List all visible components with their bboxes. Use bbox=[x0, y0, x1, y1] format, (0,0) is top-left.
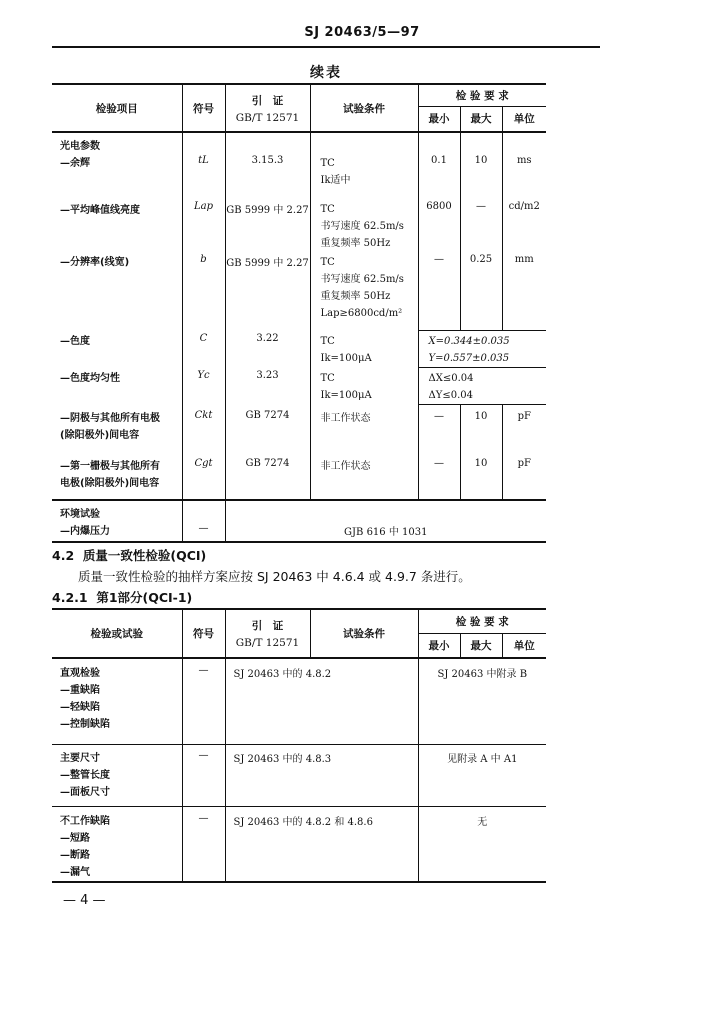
row-cathode-capacitance-item bbox=[52, 404, 182, 452]
header-max: 最大 bbox=[460, 633, 502, 658]
symbol: — bbox=[182, 500, 225, 542]
section-number: 4.2 bbox=[52, 548, 75, 563]
conditions bbox=[310, 452, 418, 500]
item-label: —第一栅极与其他所有 bbox=[60, 461, 160, 472]
header-unit: 单位 bbox=[502, 633, 546, 658]
header-item: 检验项目 bbox=[52, 84, 182, 132]
header-reference bbox=[225, 609, 310, 658]
conditions bbox=[310, 330, 418, 367]
reference: 3.23 bbox=[225, 367, 310, 404]
symbol: — bbox=[182, 744, 225, 806]
reference: SJ 20463 中的 4.8.2 bbox=[225, 658, 418, 744]
item-label: (除阳极外)间电容 bbox=[60, 430, 140, 441]
table-qci-1 bbox=[52, 608, 546, 883]
unit-value: cd/m2 bbox=[502, 201, 546, 254]
group-label: 光电参数 bbox=[60, 141, 100, 152]
section-4-2-heading bbox=[52, 546, 206, 564]
item-label: —色度 bbox=[60, 336, 90, 347]
cond-line: Ik适中 bbox=[320, 175, 351, 186]
item-label: —面板尺寸 bbox=[60, 786, 110, 798]
table-continued-title: 续表 bbox=[310, 65, 342, 81]
min-value: — bbox=[418, 404, 460, 452]
header-reference-top: 引 证 bbox=[251, 620, 284, 632]
reference: GB 5999 中 2.27 bbox=[225, 254, 310, 330]
cond-line: 书写速度 62.5m/s bbox=[320, 274, 404, 285]
requirement: SJ 20463 中附录 B bbox=[418, 658, 546, 744]
conditions bbox=[310, 201, 418, 254]
req-line: Y=0.557±0.035 bbox=[428, 352, 510, 364]
max-value: 10 bbox=[460, 132, 502, 201]
item-label: 不工作缺陷 bbox=[60, 815, 110, 827]
reference: GB 7274 bbox=[225, 452, 310, 500]
merged-reference: GJB 616 中 1031 bbox=[225, 500, 546, 542]
header-reference-bottom: GB/T 12571 bbox=[235, 637, 300, 649]
item-label: —短路 bbox=[60, 832, 90, 844]
reference: GB 7274 bbox=[225, 404, 310, 452]
req-line: ΔY≤0.04 bbox=[428, 389, 473, 401]
symbol: Cgt bbox=[182, 452, 225, 500]
header-rule bbox=[52, 46, 600, 48]
max-value: 0.25 bbox=[460, 254, 502, 330]
header-max: 最大 bbox=[460, 106, 502, 132]
item-label: —阴极与其他所有电极 bbox=[60, 413, 160, 424]
header-conditions: 试验条件 bbox=[310, 84, 418, 132]
reference: SJ 20463 中的 4.8.3 bbox=[225, 744, 418, 806]
row-environmental-item bbox=[52, 500, 182, 542]
req-line: X=0.344±0.035 bbox=[428, 335, 510, 347]
cond-line: 书写速度 62.5m/s bbox=[320, 221, 404, 232]
symbol: Ckt bbox=[182, 404, 225, 452]
cond-line: TC bbox=[320, 336, 335, 347]
symbol: Yc bbox=[182, 367, 225, 404]
symbol: — bbox=[182, 806, 225, 882]
requirement: 见附录 A 中 A1 bbox=[418, 744, 546, 806]
cond-line: Ik=100μA bbox=[320, 353, 372, 364]
header-reference bbox=[225, 84, 310, 132]
cond-line: TC bbox=[320, 257, 335, 268]
symbol: — bbox=[182, 658, 225, 744]
cond-line: TC bbox=[320, 204, 335, 215]
row-non-operating-defects-item bbox=[52, 806, 182, 882]
cond-line: TC bbox=[320, 373, 335, 384]
cond-line: 重复频率 50Hz bbox=[320, 291, 391, 302]
unit-value: mm bbox=[502, 254, 546, 330]
header-item: 检验或试验 bbox=[52, 609, 182, 658]
header-reference-top: 引 证 bbox=[251, 94, 284, 107]
item-label: —色度均匀性 bbox=[60, 373, 120, 384]
section-title: 第1部分(QCI-1) bbox=[96, 590, 193, 605]
table-continued bbox=[52, 83, 546, 543]
min-value: 0.1 bbox=[418, 132, 460, 201]
item-label: 主要尺寸 bbox=[60, 752, 100, 764]
unit-value: ms bbox=[502, 132, 546, 201]
requirement: 无 bbox=[418, 806, 546, 882]
row-afterglow-item bbox=[52, 132, 182, 201]
item-label: —整管长度 bbox=[60, 769, 110, 781]
req-line: ΔX≤0.04 bbox=[428, 372, 474, 384]
conditions bbox=[310, 132, 418, 201]
item-label: —轻缺陷 bbox=[60, 702, 100, 713]
item-label: —断路 bbox=[60, 849, 90, 861]
item-label: —控制缺陷 bbox=[60, 719, 110, 730]
item-label: 直观检验 bbox=[60, 668, 100, 679]
header-symbol: 符号 bbox=[182, 84, 225, 132]
reference: 3.22 bbox=[225, 330, 310, 367]
conditions bbox=[310, 404, 418, 452]
header-requirements: 检 验 要 求 bbox=[418, 609, 546, 633]
item-label: 电极(除阳极外)间电容 bbox=[60, 478, 160, 489]
document-id: SJ 20463/5—97 bbox=[304, 25, 420, 40]
row-visual-inspection-item bbox=[52, 658, 182, 744]
section-4-2-1-heading bbox=[52, 588, 192, 606]
unit-value: pF bbox=[502, 452, 546, 500]
unit-value: pF bbox=[502, 404, 546, 452]
cond-line: TC bbox=[320, 158, 335, 169]
cond-line: Lap≥6800cd/m² bbox=[320, 308, 403, 319]
item-label: —余辉 bbox=[60, 158, 90, 169]
header-conditions: 试验条件 bbox=[310, 609, 418, 658]
header-reference-bottom: GB/T 12571 bbox=[235, 111, 300, 124]
symbol: b bbox=[182, 254, 225, 330]
max-value: 10 bbox=[460, 404, 502, 452]
header-unit: 单位 bbox=[502, 106, 546, 132]
section-title: 质量一致性检验(QCI) bbox=[82, 548, 207, 563]
reference: GB 5999 中 2.27 bbox=[225, 201, 310, 254]
min-value: — bbox=[418, 254, 460, 330]
requirement-span bbox=[418, 367, 546, 404]
item-label: —内爆压力 bbox=[60, 526, 110, 537]
header-min: 最小 bbox=[418, 633, 460, 658]
reference: SJ 20463 中的 4.8.2 和 4.8.6 bbox=[225, 806, 418, 882]
cond-line: 非工作状态 bbox=[320, 413, 371, 424]
row-main-dimensions-item bbox=[52, 744, 182, 806]
cond-line: 非工作状态 bbox=[320, 461, 371, 472]
min-value: — bbox=[418, 452, 460, 500]
item-label: —分辨率(线宽) bbox=[60, 257, 130, 268]
cond-line: Ik=100μA bbox=[320, 390, 372, 401]
header-requirements: 检 验 要 求 bbox=[418, 84, 546, 106]
section-4-2-text: 质量一致性检验的抽样方案应按 SJ 20463 中 4.6.4 或 4.9.7 条进行。 bbox=[78, 569, 471, 584]
symbol: tL bbox=[182, 132, 225, 201]
max-value: — bbox=[460, 201, 502, 254]
item-label: —平均峰值线亮度 bbox=[60, 205, 140, 216]
reference: 3.15.3 bbox=[225, 132, 310, 201]
max-value: 10 bbox=[460, 452, 502, 500]
cond-line: 重复频率 50Hz bbox=[320, 238, 391, 249]
group-label: 环境试验 bbox=[60, 509, 100, 520]
min-value: 6800 bbox=[418, 201, 460, 254]
page-number: — 4 — bbox=[63, 893, 106, 908]
requirement-span bbox=[418, 330, 546, 367]
item-label: —漏气 bbox=[60, 866, 90, 878]
header-symbol: 符号 bbox=[182, 609, 225, 658]
item-label: —重缺陷 bbox=[60, 685, 100, 696]
section-number: 4.2.1 bbox=[52, 590, 88, 605]
symbol: C bbox=[182, 330, 225, 367]
conditions bbox=[310, 367, 418, 404]
row-grid-capacitance-item bbox=[52, 452, 182, 500]
header-min: 最小 bbox=[418, 106, 460, 132]
symbol: Lap bbox=[182, 201, 225, 254]
conditions bbox=[310, 254, 418, 330]
